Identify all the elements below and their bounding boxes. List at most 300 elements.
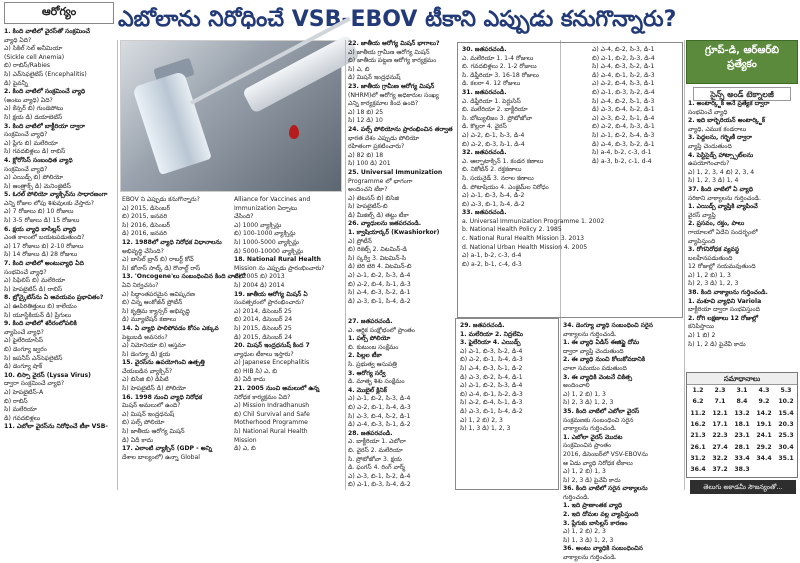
text-line: 24. పల్స్ పోలియోను ప్రారంభించిన తర్వాత [348, 125, 453, 133]
text-line: వ్యాధుల టీకాలు ఇస్తారు? [234, 350, 294, 358]
answer-cell: 9.2 [758, 398, 770, 406]
text-line: ఎ) సికిల్ సెల్ అనీమియా [4, 45, 63, 53]
text-line: c. National Rural Health Mission 3. 2013 [462, 235, 584, 243]
answer-cell: 1.2 [692, 387, 704, 395]
text-line: Mission ను ఎప్పుడు ప్రారంభించారు? [234, 264, 325, 272]
answers-row [687, 419, 797, 430]
text-line: 17. ఎలాంటి వ్యాక్సిన్ (GDP - అన్ని [122, 445, 213, 453]
text-line: Immunization ఏర్పాటు [234, 204, 298, 212]
text-line: 36. కింది వాటిలో సరైన వాక్యాలను [563, 485, 648, 493]
text-line: 1. ఇది ప్రాణాంతక వ్యాధి [563, 502, 623, 510]
text-line: సి) ఎ-2, బి-4, సి-1, డి-3 [460, 399, 523, 407]
question-column-5 [462, 46, 605, 316]
text-line: చాలా సమయం పడుతుంది [563, 364, 627, 372]
text-line: ఎ) 1, 2 బి) 2, 3 [460, 416, 503, 424]
text-line: సి) ఎ-1, బి-2, సి-4, డి-3 [592, 131, 655, 139]
text-line: డి) 2016, జనవరి [122, 230, 167, 238]
text-line: డి) మిషన్ ఇంద్రధనుష్ [348, 74, 401, 82]
text-line: ఎ) ఎ-1, బి-3, సి-4, డి-2 [462, 192, 525, 200]
text-line: సి) హెపటైటిస్ డి) పోలియో [122, 385, 186, 393]
text-line: ఎ) 7 రోజులు బి) 10 రోజులు [4, 208, 74, 216]
answer-cell: 29.2 [756, 443, 772, 451]
text-line: 3. ఆరోగ్య సర్వే [348, 369, 386, 377]
text-line: అభివృద్ధి చేసింది? [122, 247, 164, 255]
text-line: బి) ఎ-2, బి-4, సి-3, డి-1 [592, 123, 655, 131]
text-line: 3. ఫైలేరియా 4. ఎయిడ్స్ [460, 339, 521, 347]
section-tag: ఆరోగ్యం [4, 2, 114, 24]
text-line: గుర్తించండి. [563, 493, 590, 501]
text-line: 3. ప్లేగుకు బాసిల్లస్ కారణం [563, 519, 628, 527]
text-line: 4. క్లోరోసిస్ సంబంధిత వ్యాధి [4, 156, 73, 164]
text-line: b. National Health Policy 2. 1985 [462, 226, 562, 234]
divider [117, 40, 118, 490]
answer-cell [775, 464, 797, 475]
text-line: సి) ఆంత్రాక్స్ డి) మెనింజైటిస్ [4, 182, 71, 190]
text-line: Programme లో భాగంగా [348, 177, 413, 185]
answer-cell: 8.4 [736, 398, 748, 406]
answers-title: సమాధానాలు [687, 373, 797, 385]
text-line: బి) ఎ-1, బి-3, సి-4, డి-2 [348, 481, 411, 489]
text-line: డి) ఏదీ కాదు [122, 436, 154, 444]
text-line: సి) ఎ, బి [348, 65, 370, 73]
answer-cell: 28.1 [734, 443, 750, 451]
answers-table [686, 372, 798, 478]
text-line: బి) డెంగ్యూ జ్వరం [4, 345, 47, 353]
text-line: 16. 1998 నుంచి వ్యాధి నిరోధక [122, 393, 203, 401]
text-line: బి) చిన్న ఆంకోజీన్ ప్రోటీన్ [122, 299, 183, 307]
vial [132, 71, 212, 175]
text-line: సి) 1, 2 డి) పైవేవీ కాదు [688, 340, 746, 348]
text-line: బి) జాతీయ పట్టణ ఆరోగ్య కార్యక్రమం [348, 57, 437, 65]
text-line: సరికాని వాక్యాలను గుర్తించండి. [688, 194, 761, 202]
text-line: బాక్టీరియా ద్వారా సంభవిస్తుంది [688, 306, 760, 314]
text-line: ఎ) a-1, b-2, c-3, d-4 [462, 252, 522, 260]
text-line: 33. జతపరచండి. [462, 209, 507, 217]
answer-cell: 38.3 [734, 466, 750, 474]
text-line: సంక్రమించే వ్యాధి? [4, 131, 48, 139]
text-line: 4. పెస్టిసైడ్స్ హాట్స్పాట్‌లను [688, 151, 754, 159]
text-line: సి) 1, 3 డి) 1, 2, 3 [460, 425, 511, 433]
text-line: డి. ఫంగస్ 4. రింగ్ వార్మ్ [348, 464, 405, 472]
text-line: బి) HIB సి) ఎ, బి [234, 367, 278, 375]
text-line: సి) క్షయ డి) డయాబెటిస్ [4, 113, 63, 121]
text-line: ఎ. మలేరియా 1. 1-4 రోజులు [462, 54, 534, 62]
text-line: 8. బ్రోన్కైటిస్‌ను ఏ అవయవం ప్రభావితం? [4, 294, 104, 302]
text-line: డి) ఎ-4, బి-1, సి-2, డి-3 [592, 71, 655, 79]
answer-cell: 7.1 [714, 398, 726, 406]
text-line: సి. సయనైడ్ 3. నరాల కణాలు [462, 174, 534, 182]
text-line: బి) రికెట్స్ 2. విటమిన్-డి [348, 246, 407, 254]
text-line: సి) 1, 2, 3 డి) 1, 4 [688, 177, 739, 185]
text-line: 1. పల్స్ పోలియో [348, 335, 391, 343]
text-line: ఎ) ఎయిడ్స్ బి) పోలియో [4, 174, 64, 182]
question-column-8 [563, 322, 683, 562]
answer-cell: 20.3 [778, 421, 794, 429]
text-line: 32. జతపరచండి. [462, 149, 507, 157]
text-line: ఎ. ఆల్ఫాటాక్సిన్ 1. కండర కణాలు [462, 157, 544, 165]
text-line: ఎ) Japanese Encephalitis [234, 359, 310, 367]
answer-cell: 27.4 [712, 443, 728, 451]
text-line: సి) జపనీస్ ఎన్‌సెఫలైటిస్ [4, 354, 63, 362]
text-line: బి) Chil Survival and Safe [234, 410, 310, 418]
text-line: ఎ) 2015, డిసెంబర్ [122, 204, 171, 212]
text-line: ఎ) మిషన్ ఇంద్రధనుష్ [122, 410, 175, 418]
text-line: సి) జోనాస్ సాల్క్ డి) రొనాల్డ్ రాస్ [122, 264, 201, 272]
text-line: సి) 1, 3 డి) 1, 2, 3 [563, 536, 614, 544]
answer-cell: 2.3 [714, 387, 726, 395]
question-column-4 [348, 40, 454, 310]
answer-cell: 15.4 [778, 409, 794, 417]
text-line: 13. 'Oncogene'లు సంబంధించిన కింది వాటిలో [122, 273, 246, 281]
text-line: 6. క్షయ వ్యాధి బాసిల్లస్ వ్యాధి [4, 225, 77, 233]
text-line: సి) ఎ-3, బి-4, సి-2, డి-1 [348, 412, 411, 420]
text-line: బి. కుటుంబ సంక్షేమం [348, 343, 399, 351]
side-box [686, 40, 798, 99]
text-line: ఎ) ఫైలేరియాసిస్ [4, 337, 44, 345]
answer-cell: 22.3 [712, 432, 728, 440]
text-line: సి) 2015, డిసెంబర్ 25 [234, 324, 292, 332]
text-line: వాక్యాలను గుర్తించండి. [563, 554, 617, 562]
text-line: సి) 12 డి) 10 [348, 117, 383, 125]
text-line: డి) 2015, డిసెంబర్ 24 [234, 333, 292, 341]
answer-cell: 4.3 [758, 387, 770, 395]
text-line: బి) 100-1000 వ్యాక్సిన్లు [234, 230, 296, 238]
text-line: బి) 2014, డిసెంబర్ 24 [234, 316, 293, 324]
answers-row [687, 441, 797, 452]
text-line: వ్యాపిస్తుంది [688, 237, 716, 245]
text-line: 1. కింది వాటిలో వైరస్‌తో సంక్రమించే [4, 28, 90, 35]
text-line: 3. పెద్దలను, గర్భిణీ ద్వారా [688, 134, 753, 142]
text-line: 5. ఓరల్ పోలియో వ్యాక్సిన్‌ను సాధారణంగా [4, 191, 108, 199]
text-line: సి) మలేరియా [4, 406, 37, 414]
text-line: నిరోధక కార్యక్రమం ఏది? [234, 393, 291, 401]
text-line: ఎ) ఎ-1, బి-3, సి-2, డి-4 [460, 347, 523, 355]
text-line: ఎ) 17 రోజులు బి) 2-10 రోజులు [4, 242, 84, 250]
text-line: 9. కింది వాటిలో శరీరంలోపలికి [4, 320, 77, 328]
text-line: వ్యాధి, ఎముక కండరాలు [688, 125, 747, 133]
text-line: ఎ) టెటనస్ బి) బిసిజి [348, 194, 399, 202]
text-line: 18. National Rural Health [234, 256, 322, 264]
text-line: వ్యాప్తి చెందుతుంది [688, 142, 732, 150]
text-line: సి) ఎ-4, బి-3, సి-2, డి-1 [348, 289, 411, 297]
vaccine-photo [120, 40, 342, 192]
text-line: ఎ) జాతీయ గ్రామీణ ఆరోగ్య మిషన్ [348, 48, 430, 56]
text-line: బి) ఎ-2, బి-1, సి-4, డి-3 [348, 403, 411, 411]
text-line: డి) ఎ, బి [234, 445, 256, 453]
text-line: బి. గవదబిళ్లలు 2. 1-2 రోజులు [462, 63, 537, 71]
divider [345, 40, 346, 490]
text-line: బి. మలేరియా 2. బాక్టీరియా [462, 106, 528, 114]
answer-cell: 34.4 [756, 454, 772, 462]
text-line: 1. మశూచి వ్యాధిని Variola [688, 297, 762, 305]
answer-cell: 31.2 [690, 454, 706, 462]
text-line: బి) ఎ-2, బి-1, సి-4, డి-3 [460, 356, 523, 364]
answer-cell: 13.2 [734, 409, 750, 417]
text-line: ఉపయోగించారు? [688, 160, 730, 168]
text-line: 1. ఎయిడ్స్ వ్యాప్తికి వ్యాపించే [688, 203, 758, 211]
text-line: సి) 1000-5000 వ్యాక్సిన్లు [234, 238, 299, 246]
answer-cell: 10.2 [778, 398, 794, 406]
side-box-line2: ప్రత్యేకం [727, 59, 757, 70]
answer-cell: 6.2 [692, 398, 704, 406]
text-line: సి) 2, 3 డి) 1, 2, 3 [563, 399, 614, 407]
text-line: 19. జాతీయ ఆరోగ్య మిషన్ ఏ [234, 290, 308, 298]
headline: ఎబోలాను నిరోధించే VSB-EBOV టీకాని ఎప్పుడు కనుగొన్నారు? [118, 7, 677, 32]
text-line: 1. అంటార్క్టిక్ అనే ప్రత్యేక ద్వారా [688, 100, 770, 107]
text-line: సి) 14 రోజులు డి) 28 రోజులు [4, 251, 78, 259]
text-line: 1. ఈ వ్యాధి ఏడిస్ ఈజిప్టై దోమ [563, 339, 640, 347]
text-line: ఎ) ప్లేగు బి) మలేరియా [4, 139, 58, 147]
text-line: ఎ) 1 బి) 2 [688, 332, 716, 340]
text-line: 28. జతపరచండి. [348, 429, 393, 437]
text-line: 2016, డిసెంబర్‌లో VSV-EBOVను [563, 450, 648, 458]
text-line: 26. వ్యాధులను జతపరచండి. [348, 220, 422, 228]
answers-row [687, 464, 797, 475]
text-line: వైరస్ వ్యాప్తి [688, 211, 716, 219]
text-line: ఎ) సిద్ధాంతపరమైన ఆవిష్కరణ [122, 290, 195, 298]
text-line: ఎ) 2005 బి) 2013 [234, 273, 285, 281]
text-line: డి) ఎ-3, బి-2, సి-4, డి-1 [460, 373, 523, 381]
text-line: సి) స్కర్వీ 3. విటమిన్-సి [348, 254, 407, 262]
text-line: d. National Urban Health Mission 4. 2005 [462, 243, 588, 251]
answer-cell: 26.1 [690, 443, 706, 451]
text-line: ఎ. డిఫ్తీరియా 1. పెర్టుసిస్ [462, 97, 521, 105]
answer-cell: 32.2 [712, 454, 728, 462]
text-line: రహితంగా ప్రకటించారు? [348, 143, 405, 151]
text-line: Motherhood Programme [234, 419, 308, 427]
text-line: 27. జతపరచండి. [348, 318, 393, 325]
text-line: పెట్టుబడి అవసరం? [122, 333, 168, 341]
text-line: భారత దేశం ఎప్పుడు పోలియో [348, 134, 420, 142]
answer-cell: 3.1 [736, 387, 748, 395]
answer-cell: 11.2 [690, 409, 706, 417]
text-line: 21. 2005 నుంచి అమలులో ఉన్న [234, 385, 320, 393]
text-line: 25. Universal Immunization [348, 168, 443, 176]
text-line: సి) ఎ-4, బి-3, సి-2, డి-1 [592, 63, 655, 71]
answers-row [687, 385, 797, 396]
text-line: బి) ఎ-2, బి-3, సి-1, డి-4 [462, 140, 525, 148]
text-line: ఎంత కాలంలో బయటపడుతుంది? [4, 234, 85, 242]
text-line: ఎ. బాక్టీరియా 1. ఎబోలా [348, 438, 406, 446]
answers-row [687, 430, 797, 441]
text-line: a. Universal Immunization Programme 1. 2002 [462, 217, 605, 225]
text-line: 37. కింది వాటిలో ఏ వ్యాధి [688, 185, 754, 193]
text-line: 2. ఇది బార్బెరియన్ అంటార్క్టిక్ [688, 117, 766, 125]
text-line: 38. కింది వాక్యాలను గుర్తించండి. [688, 289, 768, 297]
text-line: 22. జాతీయ ఆరోగ్య మిషన్ భాగాలు? [348, 40, 440, 47]
text-line: సి) కృత్రిమ క్యాన్సర్ అభివృద్ధి [122, 307, 190, 315]
text-line: డి) బెరి బెరి 4. విటమిన్-బి [348, 263, 412, 271]
text-line: డి) గవదబిళ్లలు [4, 414, 41, 422]
text-line: ఎ) ఎ-1, బి-2, సి-3, డి-4 [348, 272, 411, 280]
text-line: ఎ) 1, 2 బి) 2, 3 [563, 528, 606, 536]
text-line: ద్వారా సంక్రమించే వ్యాధి? [4, 380, 65, 388]
blood-drop [289, 125, 299, 139]
text-line: సి) 2004 డి) 2014 [234, 281, 285, 289]
text-line: ఎ) ప్రోటీన్ [348, 237, 372, 245]
text-line: డి) 5000-10000 వ్యాక్సిన్లు [234, 247, 304, 255]
text-line: 7. కింది వాటిలో అంటువ్యాధి ఏది [4, 260, 84, 268]
text-line: డి) డెంగ్యూ షాక్ [4, 363, 43, 371]
text-line: దేశాల బాల్యంలో) ఉన్నా Global [122, 453, 200, 461]
text-line: ఎ) 1000 వ్యాక్సిన్లు [234, 221, 282, 229]
text-line: 3. కింది వాటిలో బాక్టీరియా ద్వారా [4, 122, 85, 130]
text-line: ఎ) ఎ-1, బి-2, సి-3, డి-4 [460, 382, 523, 390]
text-line: డి) ఏదీ కాదు [234, 376, 266, 384]
text-line: వ్యాధి ఏది? [4, 36, 32, 44]
text-line: Mission [234, 436, 257, 444]
text-line: ఎ) ఎ-2, బి-1, సి-3, డి-4 [462, 131, 525, 139]
divider [684, 40, 685, 490]
text-line: ఎ) 1, 2 బి) 1, 3 [563, 468, 606, 476]
text-line: సి) 100 డి) 201 [348, 160, 391, 168]
text-line: సి. బోట్యులిజం 3. ప్రోటోజోవా [462, 114, 533, 122]
text-line: కనిపిస్తాయి [688, 323, 714, 331]
text-line: 20. మిషన్ ఇంద్రధనుష్ కింద 7 [234, 342, 310, 350]
text-line: ఎ) ఎ-2, బి-4, సి-3, డి-1 [592, 80, 655, 88]
answer-cell: 16.2 [690, 421, 706, 429]
text-line: 2. రోగి లక్షణాలు 12 రోజుల్లో [688, 314, 759, 322]
answer-cell: 33.4 [734, 454, 750, 462]
text-line: సి) ఎ-4, బి-3, సి-1, డి-2 [460, 364, 523, 372]
text-line: సి. ప్రభుత్వ ఆసుపత్రి [348, 360, 397, 368]
text-line: ఆ ఏడు వ్యాధి నిరోధక టీకాలు [563, 459, 633, 467]
text-line: సంక్రమణకు సంబంధించి సరైన [563, 416, 634, 424]
text-line: 1. క్వాషియార్కర్ (Kwashiorkor) [348, 229, 440, 237]
question-column-7 [688, 100, 798, 368]
text-line: 29. జతపరచండి. [460, 322, 505, 329]
text-line: ఎ) 1, 2 బి) 1, 3 [688, 271, 731, 279]
text-line: ఎ) నిమోనియా బి) ఆస్తమా [122, 342, 186, 350]
text-line: 2. ఈ వ్యాధి నుంచి కోలుకోవడానికి [563, 356, 646, 364]
text-line: డి. కొల్లరా 4. వైరస్ [462, 123, 507, 131]
text-line: డి. పోటాషియం 4. ఎంజైమ్‌ల నిరోధం [462, 183, 549, 191]
answer-cell: 36.4 [690, 466, 706, 474]
text-line: బి) ఎ-3, బి-1, సి-4, డి-2 [462, 200, 525, 208]
text-line: (NHRM)లో ఆరోగ్య అధికారుల సంఖ్య [348, 91, 439, 99]
text-line: సి) జాతీయ ఆరోగ్య మిషన్ [122, 428, 185, 436]
text-line: డి) మ్యూటేషన్ కణాలు [122, 316, 177, 324]
question-column-3 [234, 196, 344, 492]
text-line: డి) మీజిల్స్ డి) తట్టు టీకా [348, 211, 409, 219]
answer-cell: 5.3 [780, 387, 792, 395]
answer-cell: 18.1 [734, 421, 750, 429]
text-line: డి) ఎ-3, బి-1, సి-4, డి-2 [460, 407, 523, 415]
text-line: 2. ఇది దోమల వల్ల వ్యాపిస్తుంది [563, 511, 639, 519]
text-line: ఏవి నిర్వచనం? [122, 281, 159, 289]
text-line: ఎ) ఎ-4, బి-2, సి-3, డి-1 [592, 46, 655, 53]
text-line: 4. మొబైల్ క్లినిక్ [348, 386, 387, 394]
answer-cell: 30.4 [778, 443, 794, 451]
text-line: 11. ఎబోలా వైరస్‌ను నిరోధించే టీకా VSB- [4, 423, 108, 431]
text-line: సి) 2016, డిసెంబర్ [122, 221, 171, 229]
text-line: సి) యూస్టేకియన్ డి) ప్రేగులు [4, 311, 72, 319]
text-line: సి) హెపటైటిస్ డి) రాబిస్ [4, 285, 63, 293]
text-line: సంభవించే వ్యాధి? [4, 268, 47, 276]
text-line: వ్యాపించే వ్యాధి? [4, 328, 44, 336]
question-column-6 [592, 46, 682, 316]
text-line: సి) 3-5 రోజులు డి) 15 రోజులు [4, 217, 80, 225]
text-line: బి. వైరస్ 2. మలేరియా [348, 446, 403, 454]
text-line: గాయాలలో ఏదేని సందర్భంలో [688, 228, 758, 236]
text-line: వాక్యాలను గుర్తించండి. [563, 425, 617, 433]
text-line: 1. మలేరియా 2. నిద్రలేమి [460, 330, 523, 338]
text-line: (Sickle cell Anemia) [4, 53, 65, 61]
text-line: ఎ) బిసిజి బి) డిపిటి [122, 376, 169, 384]
text-line: ఎ) Mission Indradhanush [234, 402, 310, 410]
text-line: అందించాలి [563, 382, 590, 390]
answer-cell: 21.3 [690, 432, 706, 440]
text-line: వాక్యాలను గుర్తించండి. [563, 330, 617, 338]
text-line: డి) పైవన్నీ [4, 79, 28, 87]
text-line: బి) పల్స్ పోలియో [122, 419, 165, 427]
text-line: ఎ) ఊపిరితిత్తులు బి) కాలేయం [4, 303, 77, 310]
text-line: 10. లిస్సా వైరస్ (Lyssa Virus) [4, 371, 91, 379]
text-line: సంక్రమించే వ్యాధి? [4, 165, 48, 173]
text-line: ఎ) 1, 2 బి) 1, 3 [563, 390, 606, 398]
text-line: సి) గవదబిళ్లలు డి) రాబిస్ [4, 148, 66, 156]
text-line: ఎన్ని కార్యక్రమాల కింద ఉంది? [348, 100, 419, 108]
text-line: 36. అంటు వ్యాధికి సంబంధించిన [563, 545, 643, 553]
text-line: బి) ఎ-4, బి-1, సి-2, డి-3 [460, 390, 523, 398]
text-line: 2. ప్రసవం, రక్తం, పాలు [688, 220, 745, 228]
text-line: ఎ) ఎ-3, బి-1, సి-2, డి-4 [348, 472, 411, 480]
text-line: చేయబడిన వ్యాక్సిన్? [122, 367, 173, 375]
answer-cell: 19.1 [756, 421, 772, 429]
text-line: డి. మాతృ శిశు సంక్షేమం [348, 378, 405, 386]
text-line: ఎ) హెపటైటిస్-A [4, 388, 44, 396]
question-column-10 [460, 322, 558, 488]
text-line: బలహీనపడుతుంది [688, 254, 733, 262]
text-line: సి) a-4, b-2, c-3, d-1 [592, 149, 652, 157]
footer-credit: తెలుగు అకాడమీ సౌజన్యంతో... [690, 480, 796, 494]
answer-cell: 25.3 [778, 432, 794, 440]
text-line: మిషన్ అమలులో ఉంది? [122, 402, 181, 410]
text-line: 12 రోజుల్లో నయమవుతుంది [688, 263, 756, 271]
text-line: (అంటు వ్యాధి) ఏది? [4, 96, 53, 104]
text-line: 1. ఎబోలా వైరస్ మొదట [563, 433, 623, 441]
text-line: ఎ) 2014, డిసెంబర్ 25 [234, 307, 292, 315]
text-line: 3. రోగనిరోధక వ్యవస్థ [688, 246, 740, 254]
answer-cell: 12.1 [712, 409, 728, 417]
text-line: ఎ) 82 బి) 18 [348, 151, 384, 159]
text-line: బి) ఎ-1, బి-3, సి-2, డి-4 [592, 88, 655, 96]
text-line: సి) National Rural Health [234, 428, 308, 436]
text-line: ఎ) ఎ-3, బి-2, సి-1, డి-4 [592, 114, 655, 122]
text-line: 30. జతపరచండి. [462, 46, 507, 53]
text-line: 3. ఈ వ్యాధికి వెంటనే చికిత్స [563, 373, 633, 381]
text-line: 34. డెంగ్యూ వ్యాధి సంబంధించి సరైన [563, 322, 653, 329]
answer-cell: 17.1 [712, 421, 728, 429]
text-line: చేసింది? [234, 213, 254, 221]
text-line: డి) ఎ-4, బి-3, సి-2, డి-1 [592, 140, 655, 148]
answer-cell: 14.2 [756, 409, 772, 417]
text-line: బి) 2015, జనవరి [122, 213, 168, 221]
text-line: సంక్రమించిన ప్రాంతం [563, 442, 612, 450]
text-line: ఎ) కేన్సర్ బి) గుండెపోటు [4, 105, 64, 113]
text-line: ఎ) ఎ-1, బి-2, సి-3, డి-4 [348, 395, 411, 403]
answers-row [687, 396, 797, 407]
answer-cell: 37.2 [712, 466, 728, 474]
text-line: 12. 1988లో వ్యాధి నిరోధక విధానాలను [122, 238, 222, 246]
answers-row [687, 408, 797, 419]
text-line: ఎ. ఆర్థిక సంక్షోభంలో ప్రాంతం [348, 326, 415, 334]
text-line: 2. కింది వాటిలో సంక్రమించే వ్యాధి [4, 88, 86, 96]
text-line: బి) రాబిస్ [4, 397, 28, 405]
text-line: 31. జతపరచండి. [462, 88, 507, 96]
text-line: డి) ఎ-3, బి-4, సి-2, డి-1 [592, 106, 655, 114]
answer-cell: 23.1 [734, 432, 750, 440]
